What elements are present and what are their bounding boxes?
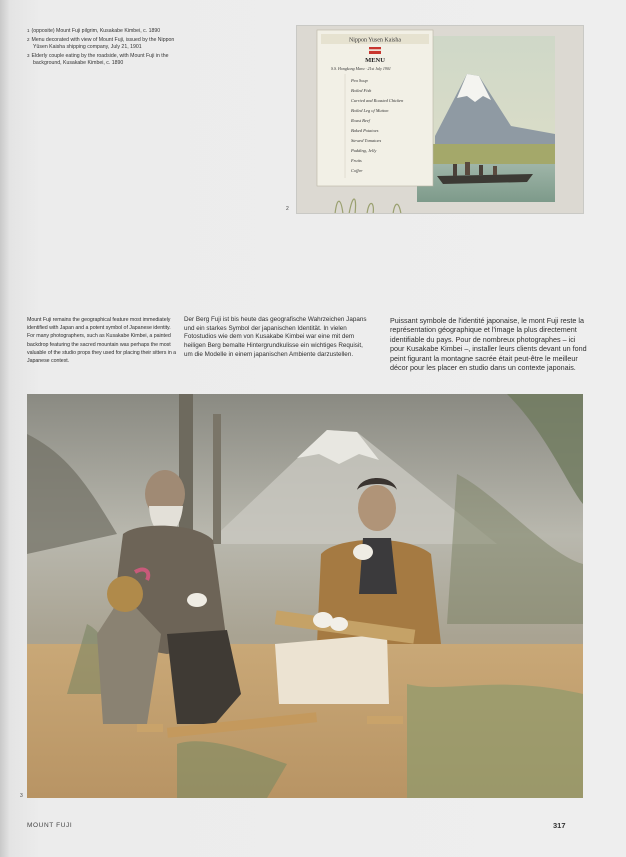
page-number: 317 [553,821,566,830]
couple-photograph-illustration [27,394,583,798]
caption-item: 2 Menu decorated with view of Mount Fuji, issued by the Nippon Yūsen Kaisha shipping company, July 21, 1901 [27,36,175,50]
menu-course: Boiled Leg of Mutton [351,108,389,113]
menu-course: Baked Potatoes [351,128,379,133]
figure-number: 3 [20,793,23,799]
caption-list [27,27,187,68]
menu-ship-line: S.S. Hongkong Maru · 21st July 1901 [331,66,391,71]
menu-company: Nippon Yusen Kaisha [348,37,402,44]
caption-item: 3 Elderly couple eating by the roadside, with Mount Fuji in the background, Kusakabe Kimbei, c. 1890 [27,52,169,66]
couple-photograph [27,394,583,798]
menu-heading: MENU [365,57,385,64]
english-text-column: Mount Fuji remains the geographical feature most immediately identified with Japan and a potent symbol of Japanese identity. For many photographers, such as Kusakabe Kimbei, a painted backdrop featuring the sacred mountain was perhaps the most valuable of the studio props they used for placing their sitters in a Japanese context. [27,317,177,365]
menu-photograph [297,26,583,213]
menu-course: Curried and Roasted Chicken [351,98,404,103]
menu-illustration [297,26,583,213]
menu-course: Fruits [351,158,362,163]
running-footer-section: MOUNT FUJI [27,822,73,829]
caption-item: 1 (opposite) Mount Fuji pilgrim, Kusakabe Kimbei, c. 1890 [27,28,161,34]
menu-course: Coffee [351,168,363,173]
menu-course: Boiled Fish [351,88,372,93]
german-text-column: Der Berg Fuji ist bis heute das geografische Wahrzeichen Japans und ein starkes Symbol der japanischen Identität. In vielen Fotostudios wie dem von Kusakabe Kimbei war eine mit dem heiligen Berg bemalte Hintergrundkulisse ein wichtiges Requisit, um die Modelle in einem japanischen Ambiente darzustellen. [184,316,367,358]
menu-course: Pea Soup [351,78,368,83]
menu-course: Roast Beef [351,118,370,123]
french-text-column: Puissant symbole de l'identité japonaise, le mont Fuji reste la représentation géographique et l'image la plus directement identifiable du pays. Pour de nombreux photographes – ici pour Kusakabe Kimbei –, installer leurs clients devant un fond peint figurant la montagne sacrée était peut-être le meilleur décor pour les placer en studio dans un contexte japonais. [390,316,587,373]
menu-course: Pudding, Jelly [351,148,377,153]
menu-course: Stewed Tomatoes [351,138,382,143]
figure-number: 2 [286,206,289,212]
